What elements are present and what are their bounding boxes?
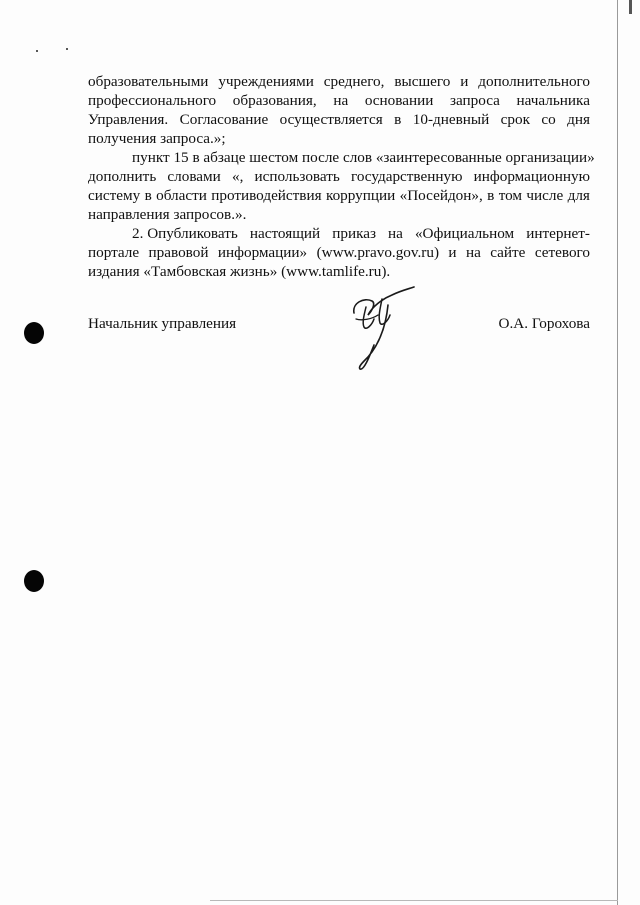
- paragraph-first-line: [88, 224, 590, 243]
- word: использовать: [254, 168, 340, 185]
- word: информационную: [473, 168, 590, 185]
- word: на: [465, 244, 481, 261]
- word: на: [333, 92, 349, 109]
- word: образовательными: [88, 73, 209, 90]
- word: дня: [567, 111, 590, 128]
- word: на: [388, 225, 403, 242]
- word: для: [567, 187, 590, 204]
- paragraph-last-line: получения запроса.»;: [88, 130, 226, 147]
- word: информации»: [217, 244, 308, 261]
- punch-hole-bottom: [24, 570, 44, 592]
- paragraph-first-line: пункт 15 в абзаце шестом после слов «заинтересованные организации»: [132, 149, 595, 166]
- word: правовой: [148, 244, 209, 261]
- word: среднего,: [323, 73, 385, 90]
- word: государственную: [350, 168, 463, 185]
- word: высшего: [394, 73, 451, 90]
- word: словами: [167, 168, 221, 185]
- paragraph-item-15: [88, 148, 595, 224]
- word: со: [541, 111, 556, 128]
- paragraph-last-line: издания «Тамбовская жизнь» (www.tamlife.ru).: [88, 263, 391, 280]
- paragraph-line: [88, 186, 590, 205]
- punch-hole-top: [24, 322, 44, 344]
- word: дополнить: [88, 168, 157, 185]
- word: образования,: [232, 92, 317, 109]
- word: систему: [88, 187, 141, 204]
- word: запроса: [449, 92, 500, 109]
- word: приказ: [332, 225, 376, 242]
- word: Согласование: [179, 111, 269, 128]
- scan-bottom-line: [210, 900, 618, 901]
- word: дополнительного: [478, 73, 590, 90]
- word: числе: [526, 187, 564, 204]
- paragraph-line: [88, 91, 590, 110]
- word: коррупции: [325, 187, 396, 204]
- word: сайте: [490, 244, 526, 261]
- scan-edge-mark: [629, 0, 632, 14]
- scan-edge-line: [617, 0, 618, 905]
- word: области: [156, 187, 207, 204]
- paragraph-educational-institutions: [88, 72, 590, 148]
- paragraph-line: [88, 243, 590, 262]
- word: срок: [500, 111, 530, 128]
- signature-block: [88, 315, 590, 375]
- paragraph-line: [88, 72, 590, 91]
- document-body: [88, 72, 595, 281]
- word: Управления.: [88, 111, 169, 128]
- word: сетевого: [534, 244, 590, 261]
- word: и: [448, 244, 457, 261]
- paragraph-line: [88, 167, 590, 186]
- word: осуществляется: [279, 111, 383, 128]
- word: профессионального: [88, 92, 217, 109]
- word: интернет-: [526, 225, 590, 242]
- position-title: Начальник управления: [88, 315, 237, 332]
- word: «,: [231, 168, 244, 185]
- scan-speck: [66, 48, 68, 50]
- word: противодействия: [211, 187, 322, 204]
- word: в: [487, 187, 495, 204]
- word: 10-дневный: [412, 111, 490, 128]
- word: в: [144, 187, 152, 204]
- handwritten-signature: [342, 285, 422, 375]
- word: начальника: [516, 92, 590, 109]
- word: учреждениями: [218, 73, 314, 90]
- scan-speck: [36, 50, 38, 52]
- word: в: [394, 111, 402, 128]
- word: «Посейдон»,: [399, 187, 483, 204]
- paragraph-line: [88, 110, 590, 129]
- word: (www.pravo.gov.ru): [316, 244, 440, 261]
- paragraph-last-line: направления запросов.».: [88, 206, 247, 223]
- word: «Официальном: [414, 225, 515, 242]
- word: том: [498, 187, 523, 204]
- word: основании: [364, 92, 434, 109]
- paragraph-publish: [88, 224, 590, 281]
- word: 2. Опубликовать: [132, 225, 238, 242]
- word: и: [460, 73, 469, 90]
- signer-name: О.А. Горохова: [498, 315, 590, 332]
- word: портале: [88, 244, 140, 261]
- word: настоящий: [249, 225, 321, 242]
